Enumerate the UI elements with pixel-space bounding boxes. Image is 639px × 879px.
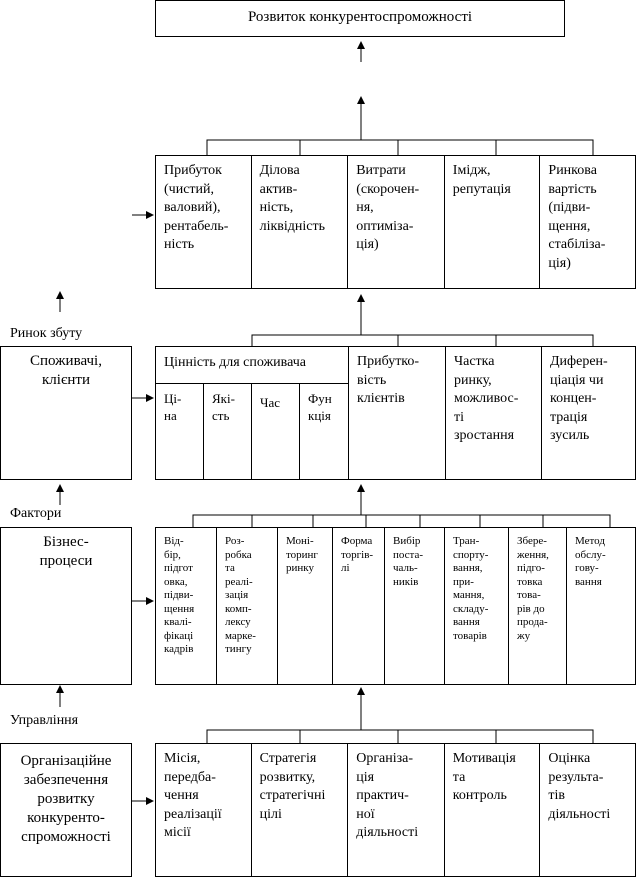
market-cell-market-share: Частка ринку, можливос- ті зростання (446, 347, 542, 479)
result-cell-image: Імідж, репутація (445, 156, 541, 288)
process-cell-marketing: Роз- робка та реалі- зація комп- лексу марке- тингу (217, 528, 278, 684)
result-cell-business-activity: Ділова актив- ність, ліквідність (252, 156, 349, 288)
consumers-box: Споживачі, клієнти (0, 346, 132, 480)
value-cell-time: Час (252, 384, 300, 479)
value-cell-function: Фун кція (308, 391, 332, 423)
result-cell-costs: Витрати (скорочен- ня, оптиміза- ція) (348, 156, 445, 288)
bracket-process (193, 515, 610, 527)
market-label: Ринок збуту (10, 326, 83, 341)
factors-label: Фактори (10, 506, 62, 521)
process-cell-supplier-choice: Вибір поста- чаль- ників (385, 528, 445, 684)
management-cell-motivation: Мотивація та контроль (445, 744, 541, 876)
process-row (155, 527, 636, 685)
result-cell-market-value: Ринкова вартість (підви- щення, стабілізa- ція) (548, 163, 606, 271)
management-row (155, 743, 636, 877)
market-row (155, 346, 636, 480)
process-cell-personnel: Від- бір, підгот овка, підви- щення квалі- фікаці кадрів (156, 528, 217, 684)
market-row-right (349, 347, 635, 479)
process-cell-logistics: Тран- спорту- вання, при- мання, складу- вання товарів (445, 528, 509, 684)
management-cell-mission: Місія, передба- чення реалізації місії (156, 744, 252, 876)
consumer-value-header: Цінність для споживача (156, 347, 348, 384)
business-processes-box: Бізнес- процеси (0, 527, 132, 685)
process-cell-storage: Збере- ження, підго- товка това- рів до прода- жу (509, 528, 567, 684)
consumer-value-block (156, 347, 349, 479)
process-cell-service-method: Метод обслу- гову- вання (575, 535, 606, 588)
result-cell-profit: Прибуток (чистий, валовий), рентабель- ність (156, 156, 252, 288)
results-row (155, 155, 636, 289)
consumer-value-subrow (156, 384, 348, 479)
bracket-results (207, 140, 593, 155)
bracket-market (252, 335, 593, 346)
market-cell-differentiation: Диферен- ціація чи концен- трація зусиль (550, 354, 608, 443)
value-cell-price: Ці- на (156, 384, 204, 479)
process-cell-trade-form: Форма торгів- лі (333, 528, 385, 684)
organizational-support-box: Організаційне забезпечення розвитку конкуренто- спроможності (0, 743, 132, 877)
title-box: Розвиток конкурентоспроможності (155, 0, 565, 37)
management-label: Управління (10, 713, 79, 728)
management-cell-organization: Організа- ція практич- ної діяльності (348, 744, 445, 876)
management-cell-evaluation: Оцінка результа- тів діяльності (548, 751, 611, 822)
management-cell-strategy: Стратегія розвитку, стратегічні цілі (252, 744, 349, 876)
bracket-management (207, 730, 593, 743)
market-cell-client-profitability: Прибутко- вість клієнтів (349, 347, 446, 479)
process-cell-market-monitoring: Моні- торинг ринку (278, 528, 333, 684)
value-cell-quality: Які- сть (204, 384, 252, 479)
